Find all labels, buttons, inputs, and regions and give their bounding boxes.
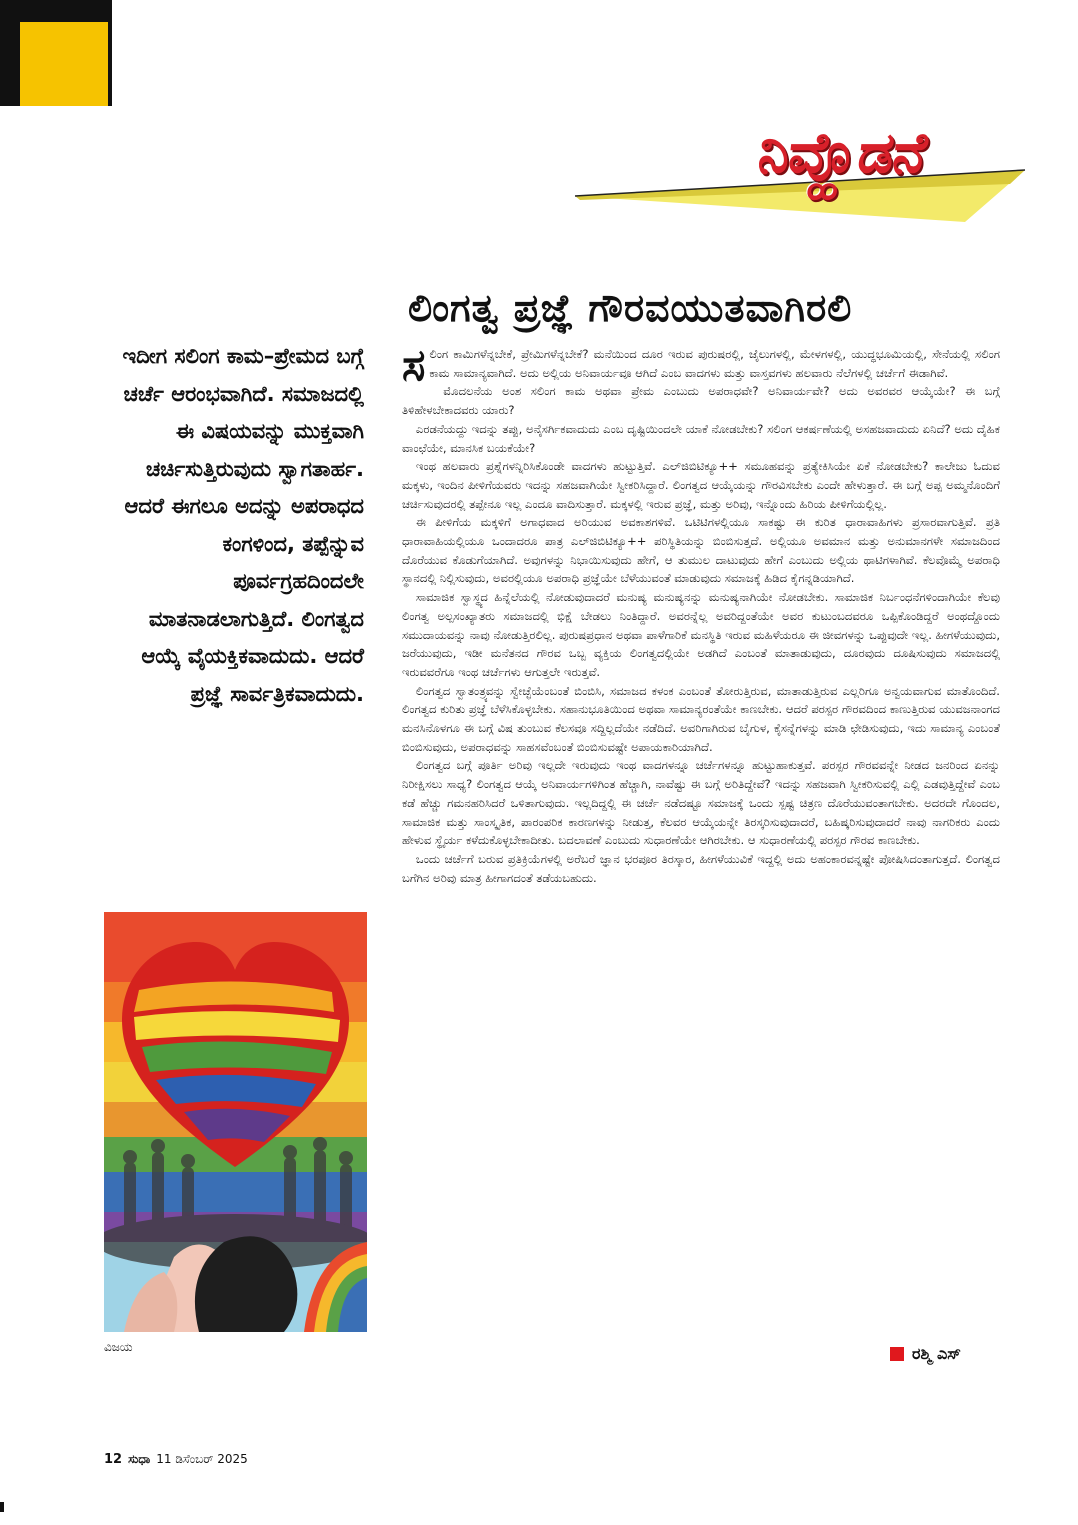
pride-heart-illustration <box>104 912 367 1332</box>
paragraph-8: ಲಿಂಗತ್ವದ ಬಗ್ಗೆ ಪೂರ್ತಿ ಅರಿವು ಇಲ್ಲದೇ ಇರುವುದು ಇಂಥ ವಾದಗಳನ್ನೂ ಚರ್ಚೆಗಳನ್ನೂ ಹುಟ್ಟುಹಾಕುತ್ತವೆ. ಪರಸ್ಪರ ಗೌರವವನ್ನೇ ನೀಡದ ಜನರಿಂದ ಏನನ್ನು ನಿರೀಕ್ಷಿಸಲು ಸಾಧ್ಯ? ಲಿಂಗತ್ವದ ಆಯ್ಕೆ ಅನಿವಾರ್ಯಗಳಿಗಿಂತ ಹೆಚ್ಚಾಗಿ, ನಾವೆಷ್ಟು ಈ ಬಗ್ಗೆ ಅರಿತಿದ್ದೇವೆ? ಇದನ್ನು ಸಹಜವಾಗಿ ಸ್ವೀಕರಿಸುವಲ್ಲಿ ಎಲ್ಲಿ ಎಡವುತ್ತಿದ್ದೇವೆ ಎಂಬ ಕಡೆ ಹೆಚ್ಚು ಗಮನಹರಿಸಿದರೆ ಒಳಿತಾಗುವುದು. ಇಲ್ಲದಿದ್ದಲ್ಲಿ ಈ ಚರ್ಚೆ ನಡೆದಷ್ಟೂ ಸಮಾಜಕ್ಕೆ ಒಂದು ಸ್ಪಷ್ಟ ಚಿತ್ರಣ ದೊರೆಯುವಂತಾಗಬೇಕು. ಅದರದೇ ಗೊಂದಲ, ಸಾಮಾಜಿಕ ಮತ್ತು ಸಾಂಸ್ಕೃತಿಕ, ಪಾರಂಪರಿಕ ಕಾರಣಗಳನ್ನು ನೀಡುತ್ತ, ಕೆಲವರ ಆಯ್ಕೆಯನ್ನೇ ತಿರಸ್ಕರಿಸುವುದಾದರೆ, ಬಹಿಷ್ಕರಿಸುವುದಾದರೆ ನಾವು ನಾಗರಿಕರು ಎಂದು ಹೇಳುವ ಸ್ಥೈರ್ಯ ಕಳೆದುಕೊಳ್ಳಬೇಕಾದೀತು. ಬದಲಾವಣೆ ಎಂಬುದು ಸುಧಾರಣೆಯೇ ಆಗಿರಬೇಕು. ಆ ಸುಧಾರಣೆಯಲ್ಲಿ ಪರಸ್ಪರ ಗೌರವ ಕಾಣಬೇಕು. <box>402 758 1000 848</box>
issue-date: 11 ಡಿಸೆಂಬರ್ 2025 <box>156 1452 248 1466</box>
paragraph-6: ಸಾಮಾಜಿಕ ಸ್ವಾಸ್ಥ್ಯದ ಹಿನ್ನೆಲೆಯಲ್ಲಿ ನೋಡುವುದಾದರೆ ಮನುಷ್ಯ ಮನುಷ್ಯನನ್ನು ಮನುಷ್ಯನಾಗಿಯೇ ನೋಡಬೇಕು. ಸಾಮಾಜಿಕ ನಿರ್ಬಂಧನೆಗಳಿಂದಾಗಿಯೇ ಕೆಲವು ಲಿಂಗತ್ವ ಅಲ್ಪಸಂಖ್ಯಾತರು ಸಮಾಜದಲ್ಲಿ ಭಿಕ್ಷೆ ಬೇಡಲು ನಿಂತಿದ್ದಾರೆ. ಅವರನ್ನೆಲ್ಲ ಅವರಿದ್ದಂತೆಯೇ ಅವರ ಕುಟುಂಬದವರೂ ಒಪ್ಪಿಕೊಂಡಿದ್ದರೆ ಅಂಥದ್ದೊಂದು ಸಮುದಾಯವನ್ನು ನಾವು ನೋಡುತ್ತಿರಲಿಲ್ಲ. ಪುರುಷಪ್ರಧಾನ ಅಥವಾ ಪಾಳೆಗಾರಿಕೆ ಮನಸ್ಥಿತಿ ಇರುವ ಮಹಿಳೆಯರೂ ಈ ಜೀವಗಳನ್ನು ಒಪ್ಪುವುದೇ ಇಲ್ಲ. ಹೀಗಳೆಯುವುದು, ಜರೆಯುವುದು, ಇಡೀ ಮನೆತನದ ಗೌರವ ಒಬ್ಬ ವ್ಯಕ್ತಿಯ ಲಿಂಗತ್ವದಲ್ಲಿಯೇ ಅಡಗಿದೆ ಎಂಬಂತೆ ಮಾತಾಡುವುದು, ದೂರವುದು ದೂಷಿಸುವುದು ಸಮಾಜದಲ್ಲಿ ಇರುವವರೆಗೂ ಇಂಥ ಚರ್ಚೆಗಳು ಆಗುತ್ತಲೇ ಇರುತ್ತವೆ. <box>402 590 1000 679</box>
image-credit: ವಿಜಯ <box>104 1340 133 1354</box>
section-title: ನಿವ್ಹೊಡನೆ <box>755 120 929 186</box>
author-name: ರಶ್ಮಿ ಎಸ್ <box>912 1344 961 1363</box>
crop-mark <box>0 1502 4 1512</box>
red-square-icon <box>890 1347 904 1361</box>
article-body <box>402 340 1000 887</box>
page-number: 12 <box>104 1452 123 1467</box>
paragraph-5: ಈ ಪೀಳಿಗೆಯ ಮಕ್ಕಳಿಗೆ ಅಗಾಧವಾದ ಅರಿಯುವ ಅವಕಾಶಗಳಿವೆ. ಒಟಿಟಿಗಳಲ್ಲಿಯೂ ಸಾಕಷ್ಟು ಈ ಕುರಿತ ಧಾರಾವಾಹಿಗಳು ಪ್ರಸಾರವಾಗುತ್ತಿವೆ. ಪ್ರತಿ ಧಾರಾವಾಹಿಯಲ್ಲಿಯೂ ಒಂದಾದರೂ ಪಾತ್ರ ಎಲ್‌ಜಿಬಿಟಿಕ್ಯೂ++ ಪರಿಸ್ಥಿತಿಯನ್ನು ಬಿಂಬಿಸುತ್ತದೆ. ಅಲ್ಲಿಯೂ ಅವಮಾನ ಮತ್ತು ಅನುಮಾನಗಳೇ ಸಮಾಜದಿಂದ ದೊರೆಯುವ ಕೊಡುಗೆಯಾಗಿದೆ. ಅವುಗಳನ್ನು ನಿಭಾಯಿಸುವುದು ಹೇಗೆ, ಆ ತುಮುಲ ದಾಟುವುದು ಹೇಗೆ ಎಂಬುದು ಅಲ್ಲಿಯ ಥಾಟಿಗಳಾಗಿವೆ. ಕೆಲವೊಮ್ಮೆ ಅಪರಾಧಿ ಸ್ಥಾನದಲ್ಲಿ ನಿಲ್ಲಿಸುವುದು, ಅವರಲ್ಲಿಯೂ ಅಪರಾಧಿ ಪ್ರಜ್ಞೆಯೇ ಬೆಳೆಯುವಂತೆ ಮಾಡುವುದು ಸಮಾಜಕ್ಕೆ ಹಿಡಿದ ಕೈಗನ್ನಡಿಯಾಗಿದೆ. <box>402 515 1000 586</box>
article-headline: ಲಿಂಗತ್ವ ಪ್ರಜ್ಞೆ ಗೌರವಯುತವಾಗಿರಲಿ <box>408 286 853 330</box>
pull-quote: ಇದೀಗ ಸಲಿಂಗ ಕಾಮ–ಪ್ರೇಮದ ಬಗ್ಗೆ ಚರ್ಚೆ ಆರಂಭವಾಗಿದೆ. ಸಮಾಜದಲ್ಲಿ ಈ ವಿಷಯವನ್ನು ಮುಕ್ತವಾಗಿ ಚರ್ಚಿಸುತ್ತಿರುವುದು ಸ್ವಾಗತಾರ್ಹ. ಆದರೆ ಈಗಲೂ ಅದನ್ನು ಅಪರಾಧದ ಕಂಗಳಿಂದ, ತಪ್ಪೆನ್ನುವ ಪೂರ್ವಗ್ರಹದಿಂದಲೇ ಮಾತನಾಡಲಾಗುತ್ತಿದೆ. ಲಿಂಗತ್ವದ ಆಯ್ಕೆ ವೈಯಕ್ತಿಕವಾದುದು. ಆದರೆ ಪ್ರಜ್ಞೆ ಸಾರ್ವತ್ರಿಕವಾದುದು. <box>122 344 364 706</box>
paragraph-1: ಸಲಿಂಗ ಕಾಮಿಗಳೆನ್ನಬೇಕೆ, ಪ್ರೇಮಿಗಳೆನ್ನಬೇಕೆ? ಮನೆಯಿಂದ ದೂರ ಇರುವ ಪುರುಷರಲ್ಲಿ, ಜೈಲುಗಳಲ್ಲಿ, ಮೇಳಗಳಲ್ಲಿ, ಯುದ್ಧಭೂಮಿಯಲ್ಲಿ, ಸೇನೆಯಲ್ಲಿ ಸಲಿಂಗ ಕಾಮ ಸಾಮಾನ್ಯವಾಗಿದೆ. ಅದು ಅಲ್ಲಿಯ ಅನಿವಾರ್ಯವೂ ಆಗಿದೆ ಎಂಬ ವಾದಗಳು ಮತ್ತು ವಾಸ್ತವಗಳು ಹಲವಾರು ನೆಲೆಗಳಲ್ಲಿ ಚರ್ಚೆಗೆ ಈಡಾಗಿವೆ. <box>402 340 1000 391</box>
page-footer <box>104 1452 248 1467</box>
magazine-name: ಸುಧಾ <box>128 1452 151 1466</box>
paragraph-3: ಎರಡನೆಯದ್ದು ಇದನ್ನು ತಪ್ಪು, ಅನೈಸರ್ಗಿಕವಾದುದು ಎಂಬ ದೃಷ್ಟಿಯಿಂದಲೇ ಯಾಕೆ ನೋಡಬೇಕು? ಸಲಿಂಗ ಆಕರ್ಷಣೆಯಲ್ಲಿ ಅಸಹಜವಾದುದು ಏನಿದೆ? ಅದು ದೈಹಿಕ ವಾಂಛೆಯೇ, ಮಾನಸಿಕ ಬಯಕೆಯೇ? <box>402 421 1000 455</box>
author-byline <box>890 1344 961 1364</box>
paragraph-9: ಒಂದು ಚರ್ಚೆಗೆ ಬರುವ ಪ್ರತಿಕ್ರಿಯೆಗಳಲ್ಲಿ ಅರೆಬರೆ ಜ್ಞಾನ ಭರಪೂರ ತಿರಸ್ಕಾರ, ಹೀಗಳೆಯುವಿಕೆ ಇದ್ದಲ್ಲಿ ಅದು ಅಹಂಕಾರವನ್ನಷ್ಟೇ ಪೋಷಿಸಿದಂತಾಗುತ್ತದೆ. ಲಿಂಗತ್ವದ ಬಗೆಗಿನ ಅರಿವು ಮಾತ್ರ ಹೀಗಾಗದಂತೆ ತಡೆಯಬಹುದು. <box>402 851 1000 885</box>
paragraph-7: ಲಿಂಗತ್ವದ ಸ್ವಾತಂತ್ರ್ಯವನ್ನು ಸ್ವೇಚ್ಛೆಯೆಂಬಂತೆ ಬಿಂಬಿಸಿ, ಸಮಾಜದ ಕಳಂಕ ಎಂಬಂತೆ ತೋರುತ್ತಿರುವ, ಮಾತಾಡುತ್ತಿರುವ ಎಲ್ಲರಿಗೂ ಅನ್ವಯವಾಗುವ ಮಾತೊಂದಿದೆ. ಲಿಂಗತ್ವದ ಕುರಿತು ಪ್ರಜ್ಞೆ ಬೆಳೆಸಿಕೊಳ್ಳಬೇಕು. ಸಹಾನುಭೂತಿಯಿಂದ ಅಥವಾ ಸಾಮಾನ್ಯರಂತೆಯೇ ಕಾಣಬೇಕು. ಆದರೆ ಪರಸ್ಪರ ಗೌರವದಿಂದ ಕಾಣುತ್ತಿರುವ ಯುವಜನಾಂಗದ ಮನಸಿನೊಳಗೂ ಈ ಬಗ್ಗೆ ವಿಷ ತುಂಬುವ ಕೆಲಸವೂ ಸದ್ದಿಲ್ಲದೆಯೇ ನಡೆದಿದೆ. ಅವರಿಗಾಗಿರುವ ಬೈಗುಳ, ಕೈಸನ್ನೆಗಳನ್ನು ಮಾಡಿ ಛೇಡಿಸುವುದು, ಇದು ಸಾಮಾನ್ಯ ಎಂಬಂತೆ ಬಿಂಬಿಸುವುದು, ಅಪರಾಧವನ್ನು ಸಾಹಸವೆಂಬಂತೆ ಬಿಂಬಿಸುವಷ್ಟೇ ಅಪಾಯಕಾರಿಯಾಗಿದೆ. <box>402 683 1000 754</box>
drop-cap: ಸ <box>402 340 426 391</box>
corner-block-yellow <box>20 22 108 106</box>
paragraph-4: ಇಂಥ ಹಲವಾರು ಪ್ರಶ್ನೆಗಳನ್ನಿರಿಸಿಕೊಂಡೇ ವಾದಗಳು ಹುಟ್ಟುತ್ತಿವೆ. ಎಲ್‌ಜಿಬಿಟಿಕ್ಯೂ++ ಸಮೂಹವನ್ನು ಪ್ರತ್ಯೇಕಿಸಿಯೇ ಏಕೆ ನೋಡಬೇಕು? ಕಾಲೇಜು ಓದುವ ಮಕ್ಕಳು, ಇಂದಿನ ಪೀಳಿಗೆಯವರು ಇದನ್ನು ಸಹಜವಾಗಿಯೇ ಸ್ವೀಕರಿಸಿದ್ದಾರೆ. ಲಿಂಗತ್ವದ ಆಯ್ಕೆಯನ್ನು ಗೌರವಿಸಬೇಕು ಎಂದೇ ಹೇಳುತ್ತಾರೆ. ಈ ಬಗ್ಗೆ ಅಪ್ಪ ಅಮ್ಮನೊಂದಿಗೆ ಚರ್ಚಿಸುವುದರಲ್ಲಿ ತಪ್ಪೇನೂ ಇಲ್ಲ ಎಂದೂ ವಾದಿಸುತ್ತಾರೆ. ಮಕ್ಕಳಲ್ಲಿ ಇರುವ ಪ್ರಜ್ಞೆ, ಮತ್ತು ಅರಿವು, ಇನ್ನೊಂದು ಹಿರಿಯ ಪೀಳಿಗೆಯಲ್ಲಿಲ್ಲ. <box>402 459 1000 511</box>
paragraph-2: ಮೊದಲನೆಯ ಅಂಶ ಸಲಿಂಗ ಕಾಮ ಅಥವಾ ಪ್ರೇಮ ಎಂಬುದು ಅಪರಾಧವೇ? ಅನಿವಾರ್ಯವೇ? ಅದು ಅವರವರ ಆಯ್ಕೆಯೇ? ಈ ಬಗ್ಗೆ ತಿಳಿಹೇಳಬೇಕಾದವರು ಯಾರು? <box>402 384 1000 418</box>
